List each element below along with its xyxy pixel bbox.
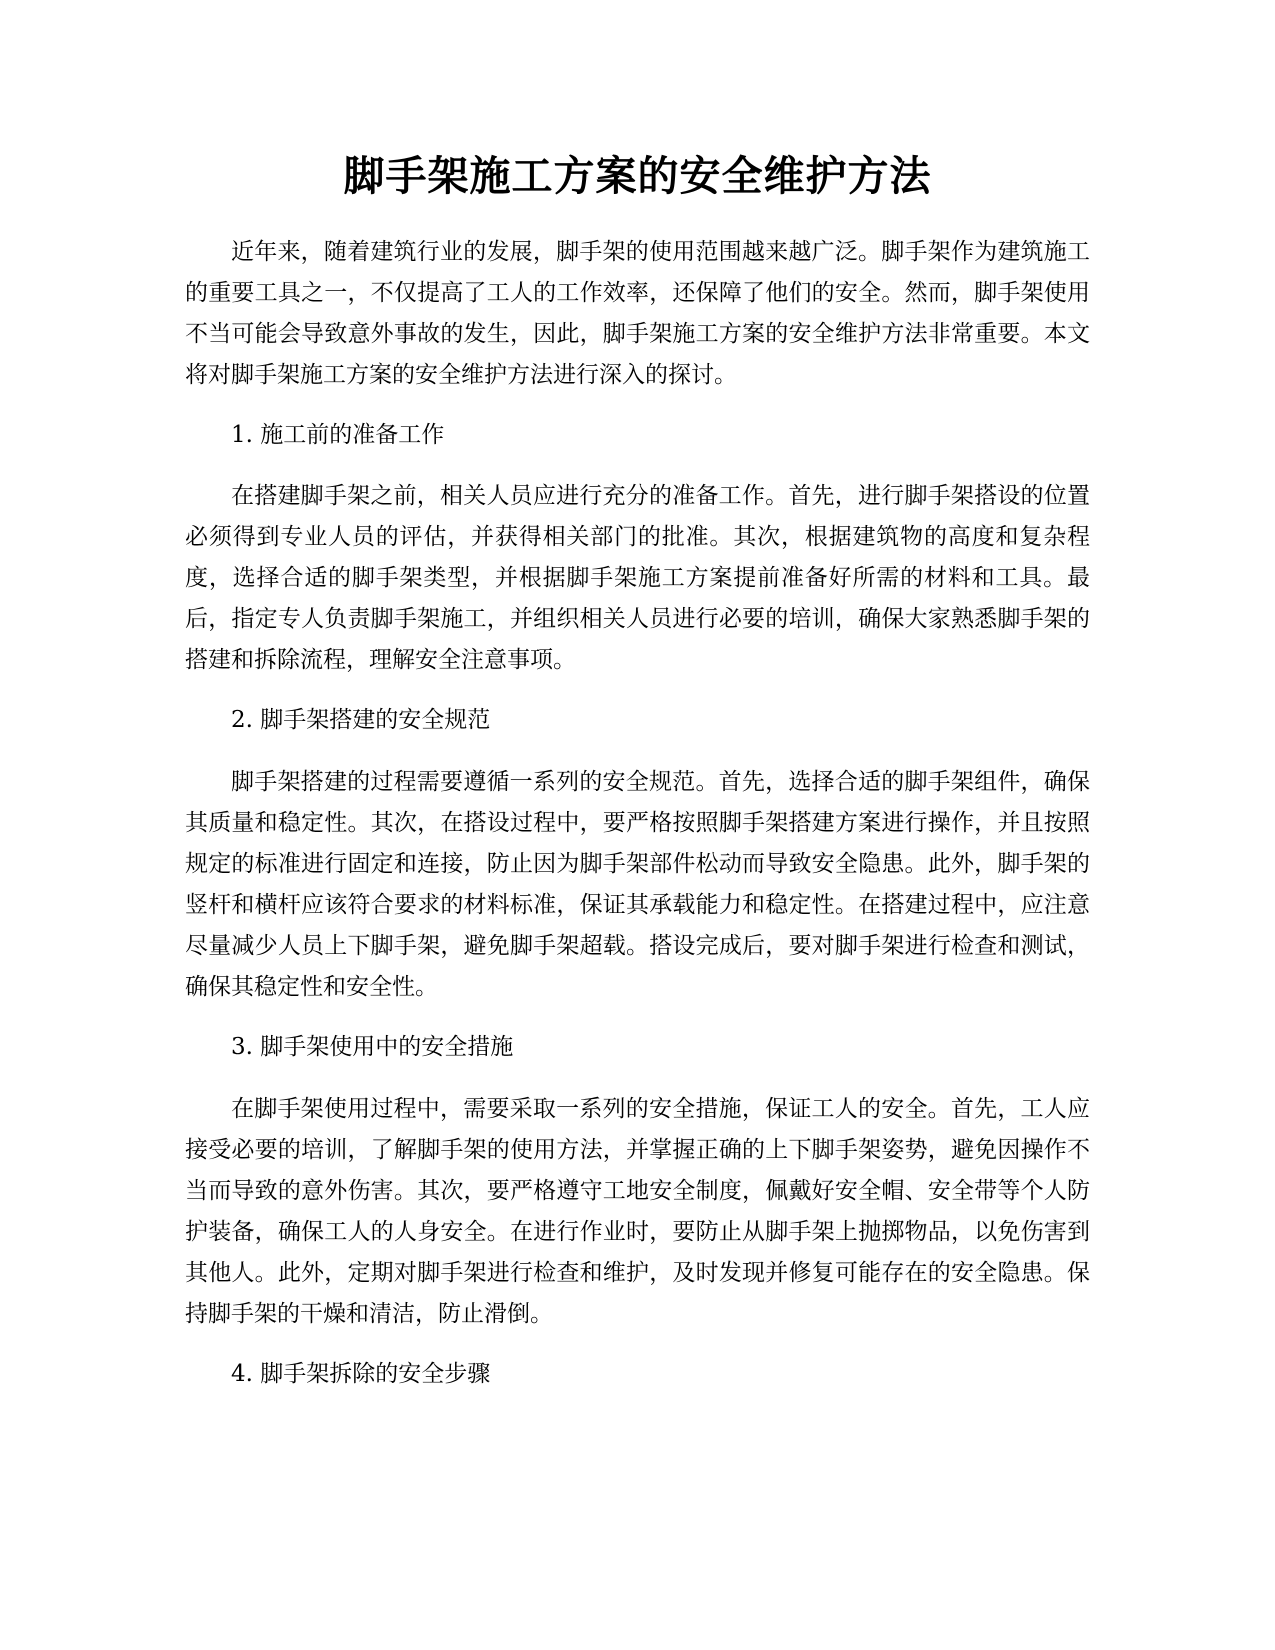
section-heading-4: 4. 脚手架拆除的安全步骤: [231, 1361, 491, 1387]
section-heading-2: 2. 脚手架搭建的安全规范: [231, 707, 491, 733]
intro-paragraph: 近年来，随着建筑行业的发展，脚手架的使用范围越来越广泛。脚手架作为建筑施工的重要工具之一，不仅提高了工人的工作效率，还保障了他们的安全。然而，脚手架使用不当可能会导致意外事故的发生，因此，脚手架施工方案的安全维护方法非常重要。本文将对脚手架施工方案的安全维护方法进行深入的探讨。: [185, 239, 1090, 388]
section-body-2: 脚手架搭建的过程需要遵循一系列的安全规范。首先，选择合适的脚手架组件，确保其质量和稳定性。其次，在搭设过程中，要严格按照脚手架搭建方案进行操作，并且按照规定的标准进行固定和连接，防止因为脚手架部件松动而导致安全隐患。此外，脚手架的竖杆和横杆应该符合要求的材料标准，保证其承载能力和稳定性。在搭建过程中，应注意尽量减少人员上下脚手架，避免脚手架超载。搭设完成后，要对脚手架进行检查和测试，确保其稳定性和安全性。: [185, 769, 1090, 1000]
section-heading-3: 3. 脚手架使用中的安全措施: [231, 1034, 514, 1060]
document-title: 脚手架施工方案的安全维护方法: [343, 152, 932, 200]
section-heading-1: 1. 施工前的准备工作: [231, 422, 445, 448]
section-body-1: 在搭建脚手架之前，相关人员应进行充分的准备工作。首先，进行脚手架搭设的位置必须得到专业人员的评估，并获得相关部门的批准。其次，根据建筑物的高度和复杂程度，选择合适的脚手架类型，并根据脚手架施工方案提前准备好所需的材料和工具。最后，指定专人负责脚手架施工，并组织相关人员进行必要的培训，确保大家熟悉脚手架的搭建和拆除流程，理解安全注意事项。: [185, 483, 1090, 673]
section-body-3: 在脚手架使用过程中，需要采取一系列的安全措施，保证工人的安全。首先，工人应接受必要的培训，了解脚手架的使用方法，并掌握正确的上下脚手架姿势，避免因操作不当而导致的意外伤害。其次，要严格遵守工地安全制度，佩戴好安全帽、安全带等个人防护装备，确保工人的人身安全。在进行作业时，要防止从脚手架上抛掷物品，以免伤害到其他人。此外，定期对脚手架进行检查和维护，及时发现并修复可能存在的安全隐患。保持脚手架的干燥和清洁，防止滑倒。: [185, 1096, 1090, 1327]
